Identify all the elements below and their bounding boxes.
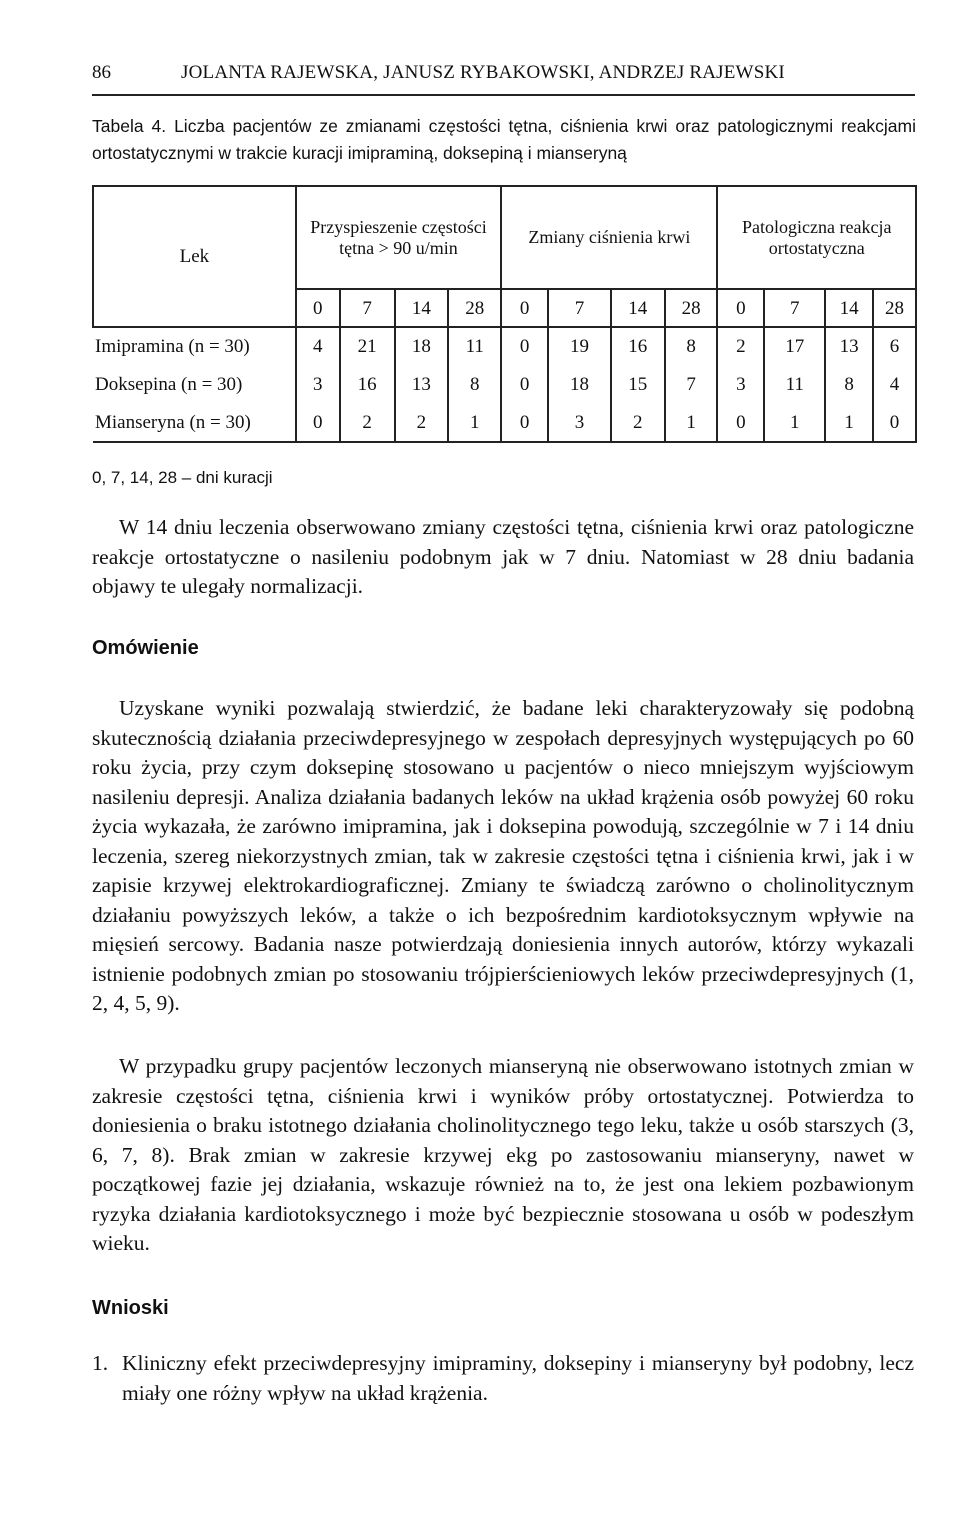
discussion-text-2: W przypadku grupy pacjentów leczonych mianseryną nie obserwowano istotnych zmian w zakresie częstości tętna, ciśnienia krwi i wyników próby ortostatycznej. Potwierdza to doniesienia o braku istotnego działania cholinolitycznego tego leku, także u osób starszych (3, 6, 7, 8). Brak zmian w zakresie krzywej ekg po zastosowaniu mianseryny, nawet w początkowej fazie jej działania, wskazuje również na to, że jest ona lekiem pozbawionym ryzyka działania kardiotoksycznego i może być bezpiecznie stosowana u osób w podeszłym wieku. — [92, 1054, 914, 1255]
table-cell: 4 — [296, 327, 340, 365]
table-cell: 1 — [825, 403, 873, 442]
group-header-blood-pressure: Zmiany ciśnienia krwi — [501, 186, 717, 289]
table-cell: 0 — [873, 403, 916, 442]
table-cell: 0 — [501, 403, 548, 442]
table-cell: 1 — [448, 403, 501, 442]
authors-line: JOLANTA RAJEWSKA, JANUSZ RYBAKOWSKI, ANDRZEJ RAJEWSKI — [181, 62, 785, 83]
table-cell: 11 — [764, 365, 825, 403]
day-cell: 28 — [873, 289, 916, 327]
table-cell: 1 — [665, 403, 718, 442]
day-cell: 14 — [395, 289, 449, 327]
table-cell: 0 — [717, 403, 764, 442]
table-cell: 19 — [548, 327, 611, 365]
table-row — [93, 403, 916, 442]
day-cell: 0 — [501, 289, 548, 327]
discussion-text-1: Uzyskane wyniki pozwalają stwierdzić, że badane leki charakteryzowały się podobną skutecznością działania przeciwdepresyjnego w zespołach depresyjnych występujących po 60 roku życia, przy czym doksepinę stosowano u pacjentów o nieco mniejszym wyjściowym nasileniu depresji. Analiza działania badanych leków na układ krążenia osób powyżej 60 roku życia wykazała, że zarówno imipramina, jak i doksepina powodują, szczególnie w 7 i 14 dniu leczenia, szereg niekorzystnych zmian, tak w zakresie częstości tętna i ciśnienia krwi, jak i w zapisie krzywej elektrokardiograficznej. Zmiany te świadczą zarówno o cholinolitycznym działaniu powyższych leków, a także o ich bezpośrednim kardiotoksycznym wpływie na mięsień sercowy. Badania nasze potwierdzają doniesienia innych autorów, którzy wykazali istnienie podobnych zmian po stosowaniu trójpierścieniowych leków przeciwdepresyjnych (1, 2, 4, 5, 9). — [92, 696, 914, 1015]
group-header-pulse: Przyspieszenie częstości tętna > 90 u/min — [296, 186, 501, 289]
discussion-paragraph-2 — [92, 1052, 914, 1259]
table-cell: 2 — [717, 327, 764, 365]
day-cell: 14 — [825, 289, 873, 327]
list-item — [92, 1349, 914, 1408]
day-cell: 0 — [717, 289, 764, 327]
table-cell: 15 — [611, 365, 665, 403]
table-row — [93, 327, 916, 365]
day-cell: 7 — [764, 289, 825, 327]
heading-discussion: Omówienie — [92, 637, 199, 659]
table-cell: 18 — [548, 365, 611, 403]
page-number: 86 — [92, 62, 111, 83]
table-cell: 11 — [448, 327, 501, 365]
table-cell: 16 — [611, 327, 665, 365]
table-cell: 13 — [395, 365, 449, 403]
list-item-text: Kliniczny efekt przeciwdepresyjny imipraminy, doksepiny i mianseryny był podobny, lecz miały one różny wpływ na układ krążenia. — [122, 1351, 914, 1405]
table-cell: 13 — [825, 327, 873, 365]
day-cell: 14 — [611, 289, 665, 327]
list-item-number: 1. — [92, 1351, 109, 1375]
results-paragraph — [92, 513, 914, 602]
day-cell: 0 — [296, 289, 340, 327]
day-cell: 7 — [340, 289, 395, 327]
table-cell: 7 — [665, 365, 718, 403]
day-cell: 7 — [548, 289, 611, 327]
row-label-mianseryna: Mianseryna (n = 30) — [93, 403, 296, 442]
group-header-orthostatic: Patologiczna reakcja ortostatyczna — [717, 186, 916, 289]
table-footnote: 0, 7, 14, 28 – dni kuracji — [92, 468, 273, 487]
table-cell: 3 — [717, 365, 764, 403]
table-cell: 21 — [340, 327, 395, 365]
row-label-doksepina: Doksepina (n = 30) — [95, 373, 243, 395]
day-cell: 28 — [665, 289, 718, 327]
discussion-paragraph-1 — [92, 694, 914, 1019]
running-header — [92, 62, 915, 96]
column-header-lek: Lek — [93, 186, 296, 327]
table-cell: 17 — [764, 327, 825, 365]
table-cell: 2 — [340, 403, 395, 442]
table-cell: 3 — [296, 365, 340, 403]
table-cell: 0 — [296, 403, 340, 442]
results-text: W 14 dniu leczenia obserwowano zmiany częstości tętna, ciśnienia krwi oraz patologiczne reakcje ortostatyczne o nasileniu podobnym jak w 7 dniu. Natomiast w 28 dniu badania objawy te ulegały normalizacji. — [92, 515, 914, 598]
table-row — [93, 365, 916, 403]
table-cell: 2 — [395, 403, 449, 442]
table-cell: 8 — [665, 327, 718, 365]
table-cell: 3 — [548, 403, 611, 442]
heading-conclusions: Wnioski — [92, 1297, 169, 1319]
table-cell: 4 — [873, 365, 916, 403]
data-table — [92, 185, 917, 443]
table-cell: 8 — [448, 365, 501, 403]
table-cell: 0 — [501, 327, 548, 365]
table-caption: Tabela 4. Liczba pacjentów ze zmianami częstości tętna, ciśnienia krwi oraz patologicznymi reakcjami ortostatycznymi w trakcie kuracji imipraminą, doksepiną i mianseryną — [92, 116, 916, 163]
table-cell: 6 — [873, 327, 916, 365]
table-cell: 18 — [395, 327, 449, 365]
table-cell: 8 — [825, 365, 873, 403]
day-cell: 28 — [448, 289, 501, 327]
table-cell: 1 — [764, 403, 825, 442]
table-cell: 2 — [611, 403, 665, 442]
table-cell: 16 — [340, 365, 395, 403]
table-cell: 0 — [501, 365, 548, 403]
row-label-imipramina: Imipramina (n = 30) — [93, 327, 296, 365]
